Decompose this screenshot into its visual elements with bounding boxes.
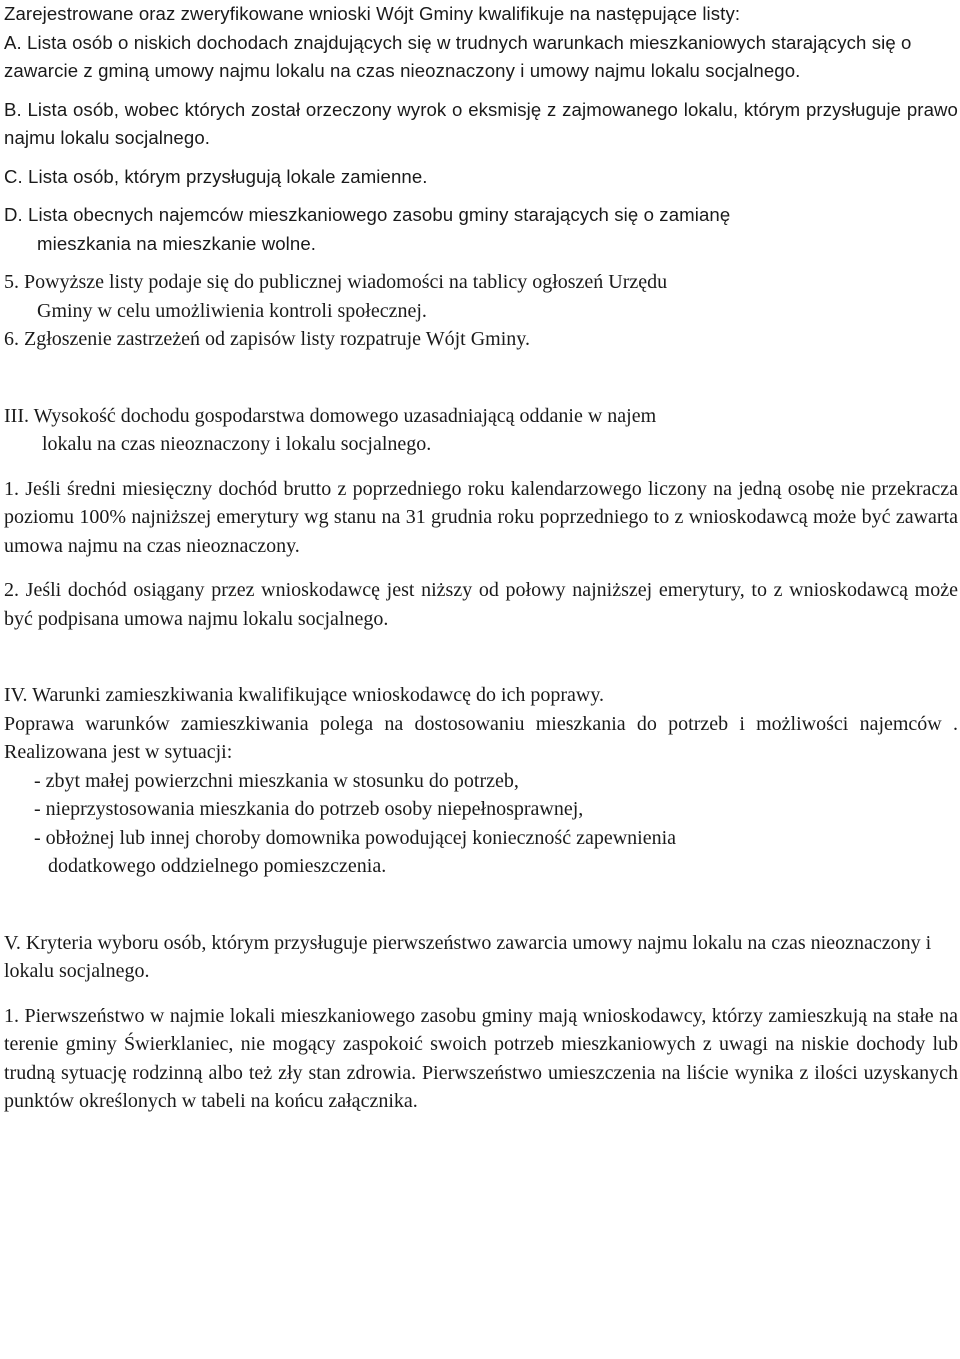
spacer xyxy=(4,354,958,402)
section-3-paragraph-1: 1. Jeśli średni miesięczny dochód brutto z poprzedniego roku kalendarzowego liczony na jedną osobę nie przekracza poziomu 100% najniższej emerytury wg stanu na 31 grudnia roku poprzedniego to z wnioskodawcą może być zawarta umowa najmu na czas nieoznaczony. xyxy=(4,477,958,557)
section-4-intro: Poprawa warunków zamieszkiwania polega na dostosowaniu mieszkania do potrzeb i możliwości najemców . Realizowana jest w sytuacji: xyxy=(4,712,958,763)
section-4-item-3-continuation: dodatkowego oddzielnego pomieszczenia. xyxy=(48,855,387,877)
spacer xyxy=(4,86,958,96)
list-a: A. Lista osób o niskich dochodach znajdujących się w trudnych warunkach mieszkaniowych starających się o zawarcie z gminą umowy najmu lokalu na czas nieoznaczony i umowy najmu lokalu socjalnego. xyxy=(4,31,912,81)
spacer xyxy=(4,881,958,929)
section-5-paragraph-1: 1. Pierwszeństwo w najmie lokali mieszkaniowego zasobu gminy mają wnioskodawcy, którzy zamieszkują na stałe na terenie gminy Świerklaniec, nie mogący zaspokoić swoich potrzeb mieszkaniowych z uwagi na niskie dochody lub trudną sytuację rodzinną albo też zły stan zdrowia. Pierwszeństwo umieszczenia na liście wynika z ilości uzyskanych punktów określonych w tabeli na końcu załącznika. xyxy=(4,1004,958,1112)
spacer xyxy=(4,258,958,268)
section-3-title-line2: lokalu na czas nieoznaczony i lokalu socjalnego. xyxy=(42,433,432,455)
point-5-line1: 5. Powyższe listy podaje się do publicznej wiadomości na tablicy ogłoszeń Urzędu xyxy=(4,271,668,293)
spacer xyxy=(4,560,958,576)
spacer xyxy=(4,459,958,475)
point-6: 6. Zgłoszenie zastrzeżeń od zapisów listy rozpatruje Wójt Gminy. xyxy=(4,328,530,350)
spacer xyxy=(4,191,958,201)
section-4-item-3: - obłożnej lub innej choroby domownika powodującej konieczność zapewnienia xyxy=(34,826,677,849)
section-5-title: V. Kryteria wyboru osób, którym przysługuje pierwszeństwo zawarcia umowy najmu lokalu na czas nieoznaczony i lokalu socjalnego. xyxy=(4,931,932,982)
spacer xyxy=(4,153,958,163)
section-3-title-line1: III. Wysokość dochodu gospodarstwa domowego uzasadniającą oddanie w najem xyxy=(4,404,657,427)
list-c: C. Lista osób, którym przysługują lokale zamienne. xyxy=(4,165,428,187)
section-3-paragraph-2: 2. Jeśli dochód osiągany przez wnioskodawcę jest niższy od połowy najniższej emerytury, to z wnioskodawcą może być podpisana umowa najmu lokalu socjalnego. xyxy=(4,579,958,630)
spacer xyxy=(4,986,958,1002)
list-d-line1: D. Lista obecnych najemców mieszkaniowego zasobu gminy starających się o zamianę xyxy=(4,204,731,225)
section-4-item-2: - nieprzystosowania mieszkania do potrzeb osoby niepełnosprawnej, xyxy=(34,798,584,820)
list-d-line2: mieszkania na mieszkanie wolne. xyxy=(37,232,317,254)
document-page xyxy=(4,0,958,1116)
spacer xyxy=(4,633,958,681)
section-4-item-1: - zbyt małej powierzchni mieszkania w stosunku do potrzeb, xyxy=(34,769,519,792)
section-4-title: IV. Warunki zamieszkiwania kwalifikujące wnioskodawcę do ich poprawy. xyxy=(4,684,605,706)
point-5-line2: Gminy w celu umożliwienia kontroli społecznej. xyxy=(37,299,427,322)
intro-line: Zarejestrowane oraz zweryfikowane wnioski Wójt Gminy kwalifikuje na następujące listy: xyxy=(4,3,741,24)
list-b: B. Lista osób, wobec których został orzeczony wyrok o eksmisję z zajmowanego lokalu, którym przysługuje prawo najmu lokalu socjalnego. xyxy=(4,98,958,148)
